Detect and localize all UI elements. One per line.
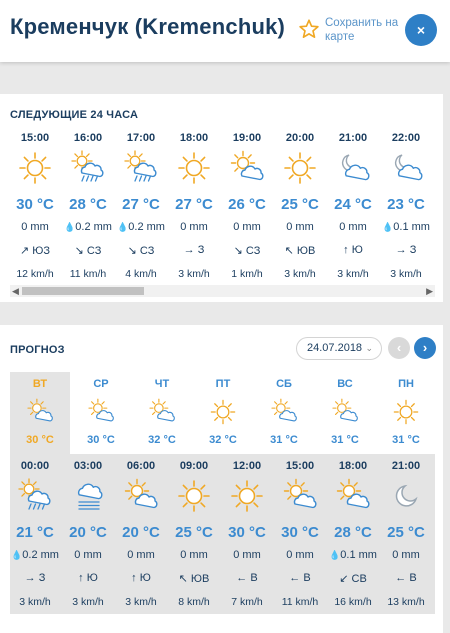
day-name: ПН: [398, 378, 414, 390]
hour-time: 21:00: [338, 132, 368, 144]
scroll-right-arrow-icon[interactable]: ▶: [426, 286, 433, 296]
precip-value: 0.1 mm: [340, 549, 377, 561]
wind-arrow-icon: ↙: [339, 573, 349, 585]
wind-direction: Ю: [86, 572, 98, 584]
precip-value: 0 mm: [286, 221, 314, 233]
hour-time: 00:00: [20, 460, 50, 472]
precip-value: 0.2 mm: [22, 549, 59, 561]
wind-direction: СЗ: [245, 245, 261, 257]
day-tab[interactable]: [132, 372, 192, 454]
sun-icon: [176, 478, 212, 514]
hour-time: 09:00: [179, 460, 209, 472]
hour-wind-speed: 13 km/h: [387, 596, 425, 608]
precip-value: 0 mm: [180, 549, 208, 561]
day-tab[interactable]: [254, 372, 314, 454]
hour-wind-speed: 8 km/h: [178, 596, 210, 608]
wind-arrow-icon: ↘: [127, 245, 137, 257]
wind-arrow-icon: ←: [289, 572, 301, 584]
hourly-forecast-row: [10, 132, 435, 282]
precip-value: 0.1 mm: [393, 221, 430, 233]
precip-value: 0 mm: [392, 549, 420, 561]
precip-value: 0 mm: [339, 221, 367, 233]
hour-wind-speed: 3 km/h: [72, 596, 104, 608]
day-temperature: 30 °C: [26, 434, 54, 446]
scroll-left-arrow-icon[interactable]: ◀: [12, 286, 19, 296]
hour-wind-speed: 4 km/h: [125, 268, 157, 280]
hour-temperature: 23 °C: [387, 196, 425, 213]
next-day-button[interactable]: ›: [414, 337, 436, 359]
day-tab[interactable]: [315, 372, 375, 454]
day-name: ВТ: [32, 378, 48, 390]
sun-cloud-rain-icon: [17, 478, 53, 514]
hour-time: 22:00: [391, 132, 421, 144]
hour-time: 12:00: [232, 460, 262, 472]
hour-wind: [10, 244, 60, 257]
precip-value: 0 mm: [21, 221, 49, 233]
day-name: ВС: [337, 378, 353, 390]
hour-wind: [328, 244, 378, 256]
sun-cloud-icon: [331, 398, 359, 426]
raindrop-icon: 💧: [382, 222, 394, 232]
next-24-title: СЛЕДУЮЩИЕ 24 ЧАСА: [10, 109, 139, 121]
wind-arrow-icon: →: [183, 244, 195, 256]
horizontal-scrollbar[interactable]: [10, 285, 435, 297]
sun-cloud-icon: [123, 478, 159, 514]
hour-temperature: 27 °C: [175, 196, 213, 213]
hour-wind: [63, 244, 113, 257]
hour-wind: [328, 572, 378, 585]
hour-wind-speed: 3 km/h: [125, 596, 157, 608]
precip-value: 0 mm: [127, 549, 155, 561]
hour-time: 03:00: [73, 460, 103, 472]
hour-wind-speed: 3 km/h: [284, 268, 316, 280]
header-bar: [0, 0, 450, 62]
hour-precipitation: [328, 221, 378, 233]
day-temperature: 32 °C: [209, 434, 237, 446]
moon-icon: [388, 478, 424, 514]
sun-icon: [17, 150, 53, 186]
precip-value: 0 mm: [286, 549, 314, 561]
day-tab[interactable]: [193, 372, 253, 454]
day-name: ЧТ: [154, 378, 170, 390]
hour-precipitation: [169, 549, 219, 561]
city-title: Кременчук (Kremenchuk): [10, 14, 286, 39]
sun-cloud-icon: [229, 150, 265, 186]
sun-cloud-icon: [335, 478, 371, 514]
sun-cloud-icon: [87, 398, 115, 426]
close-button[interactable]: ×: [405, 14, 437, 46]
wind-direction: В: [409, 572, 417, 584]
hour-wind: [222, 244, 272, 257]
day-hourly-detail: [10, 454, 435, 614]
hour-wind: [116, 244, 166, 257]
precip-value: 0 mm: [180, 221, 208, 233]
hour-precipitation: [275, 221, 325, 233]
wind-arrow-icon: ↑: [131, 572, 137, 584]
raindrop-icon: 💧: [329, 550, 341, 560]
hour-temperature: 30 °C: [281, 524, 319, 541]
hour-precipitation: [116, 549, 166, 561]
sun-cloud-icon: [282, 478, 318, 514]
hour-wind: [169, 244, 219, 256]
day-temperature: 31 °C: [331, 434, 359, 446]
day-temperature: 32 °C: [148, 434, 176, 446]
moon-cloud-icon: [388, 150, 424, 186]
sun-icon: [176, 150, 212, 186]
date-select[interactable]: [296, 337, 382, 360]
day-temperature: 30 °C: [87, 434, 115, 446]
hour-temperature: 28 °C: [334, 524, 372, 541]
wind-direction: З: [409, 244, 417, 256]
sun-cloud-icon: [26, 398, 54, 426]
sun-icon: [209, 398, 237, 426]
hour-wind-speed: 3 km/h: [390, 268, 422, 280]
fog-cloud-icon: [70, 478, 106, 514]
hour-precipitation: [222, 221, 272, 233]
hour-wind: [222, 572, 272, 584]
hour-time: 15:00: [285, 460, 315, 472]
hour-wind-speed: 11 km/h: [69, 268, 107, 280]
wind-arrow-icon: →: [395, 244, 407, 256]
sun-cloud-icon: [148, 398, 176, 426]
wind-arrow-icon: ↗: [19, 245, 30, 257]
wind-direction: В: [250, 572, 258, 584]
hour-wind-speed: 7 km/h: [231, 596, 263, 608]
precip-value: 0 mm: [233, 549, 261, 561]
hour-temperature: 20 °C: [122, 524, 160, 541]
hour-wind: [381, 572, 431, 584]
hour-precipitation: [381, 221, 431, 233]
sun-cloud-icon: [270, 398, 298, 426]
wind-arrow-icon: ←: [395, 572, 407, 584]
wind-direction: ЮВ: [190, 573, 210, 585]
sun-cloud-rain-icon: [123, 150, 159, 186]
wind-direction: ЮЗ: [32, 245, 51, 257]
hour-precipitation: [169, 221, 219, 233]
precip-value: 0.2 mm: [75, 221, 112, 233]
forecast-title: ПРОГНОЗ: [10, 344, 65, 356]
hour-temperature: 28 °C: [69, 196, 107, 213]
precip-value: 0 mm: [233, 221, 261, 233]
hour-wind-speed: 11 km/h: [281, 596, 319, 608]
hour-time: 06:00: [126, 460, 156, 472]
hour-wind-speed: 16 km/h: [334, 596, 372, 608]
sun-icon: [392, 398, 420, 426]
hour-temperature: 25 °C: [281, 196, 319, 213]
wind-direction: СВ: [351, 573, 367, 585]
hour-temperature: 24 °C: [334, 196, 372, 213]
day-tabs: [10, 372, 435, 454]
day-tab[interactable]: [10, 372, 70, 454]
hour-precipitation: [275, 549, 325, 561]
hour-precipitation: [381, 549, 431, 561]
wind-arrow-icon: ↖: [284, 245, 294, 257]
wind-arrow-icon: ↑: [343, 244, 349, 256]
hour-wind: [63, 572, 113, 584]
hour-time: 20:00: [285, 132, 315, 144]
hour-time: 19:00: [232, 132, 262, 144]
hour-wind-speed: 3 km/h: [337, 268, 369, 280]
wind-direction: В: [303, 572, 311, 584]
hour-precipitation: [222, 549, 272, 561]
day-name: СР: [93, 378, 109, 390]
raindrop-icon: 💧: [64, 222, 76, 232]
save-to-map-label: Сохранить на карте: [325, 17, 399, 43]
wind-direction: СЗ: [86, 245, 102, 257]
hour-temperature: 27 °C: [122, 196, 160, 213]
save-to-map-button[interactable]: [298, 16, 405, 44]
day-temperature: 31 °C: [392, 434, 420, 446]
wind-arrow-icon: ↘: [74, 245, 84, 257]
hour-temperature: 25 °C: [175, 524, 213, 541]
sun-cloud-rain-icon: [70, 150, 106, 186]
hour-wind-speed: 3 km/h: [19, 596, 51, 608]
hour-wind: [381, 244, 431, 256]
hour-wind: [275, 244, 325, 257]
precip-value: 0.2 mm: [128, 221, 165, 233]
scroll-thumb[interactable]: [22, 287, 144, 295]
wind-arrow-icon: ↘: [233, 245, 243, 257]
hour-temperature: 26 °C: [228, 196, 266, 213]
hour-wind: [169, 572, 219, 585]
hour-time: 17:00: [126, 132, 156, 144]
hour-time: 16:00: [73, 132, 103, 144]
sun-icon: [282, 150, 318, 186]
hour-time: 18:00: [179, 132, 209, 144]
wind-arrow-icon: ↑: [78, 572, 84, 584]
wind-direction: СЗ: [139, 245, 155, 257]
hour-temperature: 20 °C: [69, 524, 107, 541]
wind-direction: З: [38, 572, 46, 584]
day-name: ПТ: [215, 378, 231, 390]
hour-wind-speed: 3 km/h: [178, 268, 210, 280]
hour-wind: [116, 572, 166, 584]
raindrop-icon: 💧: [117, 222, 129, 232]
star-icon: [298, 18, 320, 40]
hour-temperature: 30 °C: [16, 196, 54, 213]
wind-arrow-icon: →: [24, 572, 36, 584]
hour-precipitation: [328, 549, 378, 561]
sun-icon: [229, 478, 265, 514]
prev-day-button[interactable]: ‹: [388, 337, 410, 359]
wind-direction: ЮВ: [296, 245, 316, 257]
precip-value: 0 mm: [74, 549, 102, 561]
day-name: СБ: [276, 378, 292, 390]
day-temperature: 31 °C: [270, 434, 298, 446]
raindrop-icon: 💧: [11, 550, 23, 560]
wind-direction: Ю: [139, 572, 151, 584]
hour-wind-speed: 12 km/h: [16, 268, 54, 280]
hour-precipitation: [63, 221, 113, 233]
hour-wind-speed: 1 km/h: [231, 268, 263, 280]
hour-time: 15:00: [20, 132, 50, 144]
hour-temperature: 30 °C: [228, 524, 266, 541]
hour-time: 18:00: [338, 460, 368, 472]
wind-arrow-icon: ←: [236, 572, 248, 584]
hour-precipitation: [63, 549, 113, 561]
day-tab[interactable]: [71, 372, 131, 454]
wind-direction: З: [197, 244, 205, 256]
hour-wind: [275, 572, 325, 584]
hour-precipitation: [116, 221, 166, 233]
wind-arrow-icon: ↖: [178, 573, 188, 585]
hour-wind: [10, 572, 60, 584]
hour-time: 21:00: [391, 460, 421, 472]
date-value: 24.07.2018: [307, 342, 363, 354]
hour-temperature: 21 °C: [16, 524, 54, 541]
moon-cloud-icon: [335, 150, 371, 186]
hour-temperature: 25 °C: [387, 524, 425, 541]
chevron-down-icon: ⌄: [365, 343, 373, 353]
wind-direction: Ю: [351, 244, 363, 256]
day-tab[interactable]: [376, 372, 436, 454]
hour-precipitation: [10, 549, 60, 561]
hour-precipitation: [10, 221, 60, 233]
